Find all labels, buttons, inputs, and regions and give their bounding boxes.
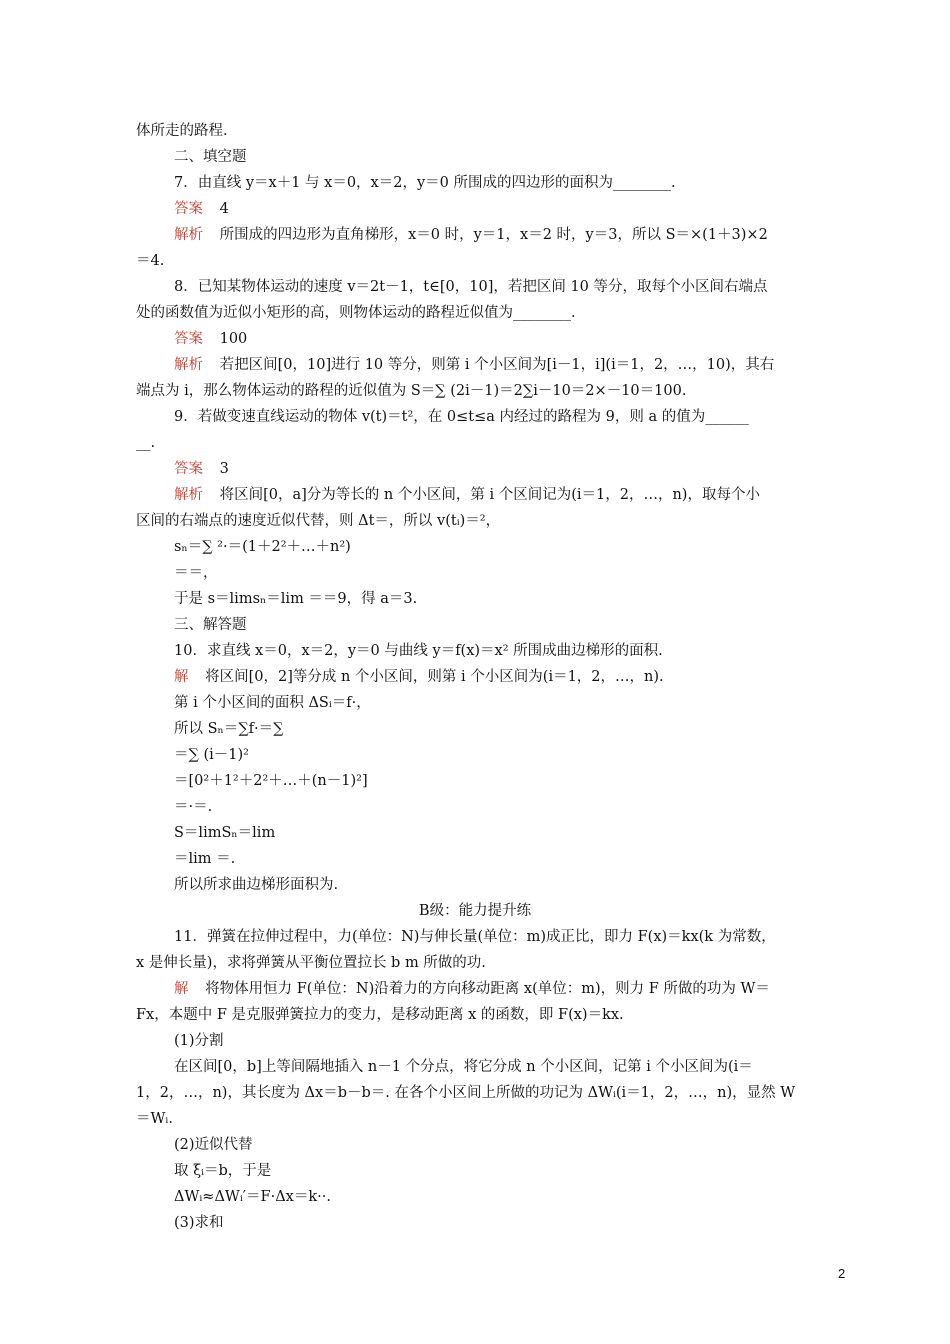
text-line: ＝Wᵢ. (136, 1111, 173, 1127)
formula-line: ＝＝， (174, 565, 218, 581)
text-line: 端点为 i，那么物体运动的路程的近似值为 S＝∑ (2i－1)＝2∑i－10＝2×－10＝100. (136, 383, 687, 399)
formula-line: 所以所求曲边梯形面积为. (174, 877, 339, 893)
analysis-text: 若把区间[0，10]进行 10 等分，则第 i 个小区间为[i－1，i](i＝1，2，…，10)，其右 (219, 357, 775, 373)
text-line: 1，2，…，n)，其长度为 Δx＝b－b＝. 在各个小区间上所做的功记为 ΔWᵢ(i＝1，2，…，n)，显然 W (136, 1085, 796, 1101)
page-number: 2 (838, 1266, 846, 1281)
answer-tag: 答案 (174, 331, 203, 347)
formula-line: sₙ＝∑ ²·＝(1＋2²＋…＋n²) (174, 539, 351, 555)
formula-line: ＝[0²＋1²＋2²＋…＋(n－1)²] (174, 773, 368, 789)
solution-text: 将物体用恒力 F(单位：N)沿着力的方向移动距离 x(单位：m)，则力 F 所做的功为 W＝ (205, 981, 770, 997)
text-line: 处的函数值为近似小矩形的高，则物体运动的路程近似值为________. (136, 305, 576, 321)
level-heading: B级：能力提升练 (418, 903, 532, 919)
answer-8 (174, 329, 820, 349)
step-heading: (2)近似代替 (174, 1137, 253, 1153)
answer-9 (174, 459, 820, 479)
text-line: x 是伸长量)，求将弹簧从平衡位置拉长 b m 所做的功. (136, 955, 486, 971)
solution-10 (174, 667, 820, 687)
answer-value: 100 (219, 331, 248, 347)
formula-line: ΔWᵢ≈ΔWᵢ′＝F·Δx＝k··. (174, 1189, 331, 1205)
answer-7 (174, 199, 820, 219)
formula-line: ＝lim ＝. (174, 851, 236, 867)
analysis-tag: 解析 (174, 227, 203, 243)
solution-tag: 解 (174, 981, 189, 997)
text-line: 区间的右端点的速度近似代替，则 Δt＝，所以 v(tᵢ)＝²， (136, 513, 501, 529)
formula-line: 所以 Sₙ＝∑f·＝∑ (174, 721, 284, 737)
formula-line: 第 i 个小区间的面积 ΔSᵢ＝f·， (174, 695, 371, 711)
analysis-tag: 解析 (174, 357, 203, 373)
text-line: 体所走的路程. (136, 123, 228, 139)
answer-tag: 答案 (174, 201, 203, 217)
formula-line: ＝·＝. (174, 799, 213, 815)
text-line: ＝4. (136, 253, 165, 269)
question-9: 9．若做变速直线运动的物体 v(t)＝t²，在 0≤t≤a 内经过的路程为 9，则 a 的值为______ (174, 409, 749, 425)
analysis-tag: 解析 (174, 487, 203, 503)
section-heading: 二、填空题 (174, 149, 247, 165)
step-heading: (1)分割 (174, 1033, 224, 1049)
text-line: 取 ξᵢ＝b，于是 (174, 1163, 272, 1179)
section-heading: 三、解答题 (174, 617, 247, 633)
analysis-7 (174, 225, 820, 245)
analysis-text: 所围成的四边形为直角梯形，x＝0 时，y＝1，x＝2 时，y＝3，所以 S＝×(1＋3)×2 (219, 227, 768, 243)
text-line: __. (136, 435, 156, 451)
step-heading: (3)求和 (174, 1215, 224, 1231)
analysis-text: 将区间[0，a]分为等长的 n 个小区间，第 i 个区间记为(i＝1，2，…，n)，取每个小 (219, 487, 760, 503)
text-line: Fx，本题中 F 是克服弹簧拉力的变力，是移动距离 x 的函数，即 F(x)＝kx. (136, 1007, 624, 1023)
solution-text: 将区间[0，2]等分成 n 个小区间，则第 i 个小区间为(i＝1，2，…，n). (205, 669, 664, 685)
formula-line: S＝limSₙ＝lim (174, 825, 276, 841)
answer-value: 4 (219, 201, 229, 217)
question-10: 10．求直线 x＝0，x＝2，y＝0 与曲线 y＝f(x)＝x² 所围成曲边梯形的面积. (174, 643, 663, 659)
analysis-9 (174, 485, 820, 505)
solution-tag: 解 (174, 669, 189, 685)
question-11: 11．弹簧在拉伸过程中，力(单位：N)与伸长量(单位：m)成正比，即力 F(x)＝kx(k 为常数， (174, 929, 776, 945)
analysis-8 (174, 355, 820, 375)
formula-line: 于是 s＝limsₙ＝lim ＝＝9，得 a＝3. (174, 591, 418, 607)
solution-11 (174, 979, 820, 999)
formula-line: ＝∑ (i－1)² (174, 747, 249, 763)
question-7: 7．由直线 y＝x＋1 与 x＝0，x＝2，y＝0 所围成的四边形的面积为________. (174, 175, 676, 191)
question-8: 8．已知某物体运动的速度 v＝2t－1，t∈[0，10]，若把区间 10 等分，取每个小区间右端点 (174, 279, 768, 295)
answer-value: 3 (219, 461, 229, 477)
text-line: 在区间[0，b]上等间隔地插入 n－1 个分点，将它分成 n 个小区间，记第 i 个小区间为(i＝ (174, 1059, 753, 1075)
answer-tag: 答案 (174, 461, 203, 477)
